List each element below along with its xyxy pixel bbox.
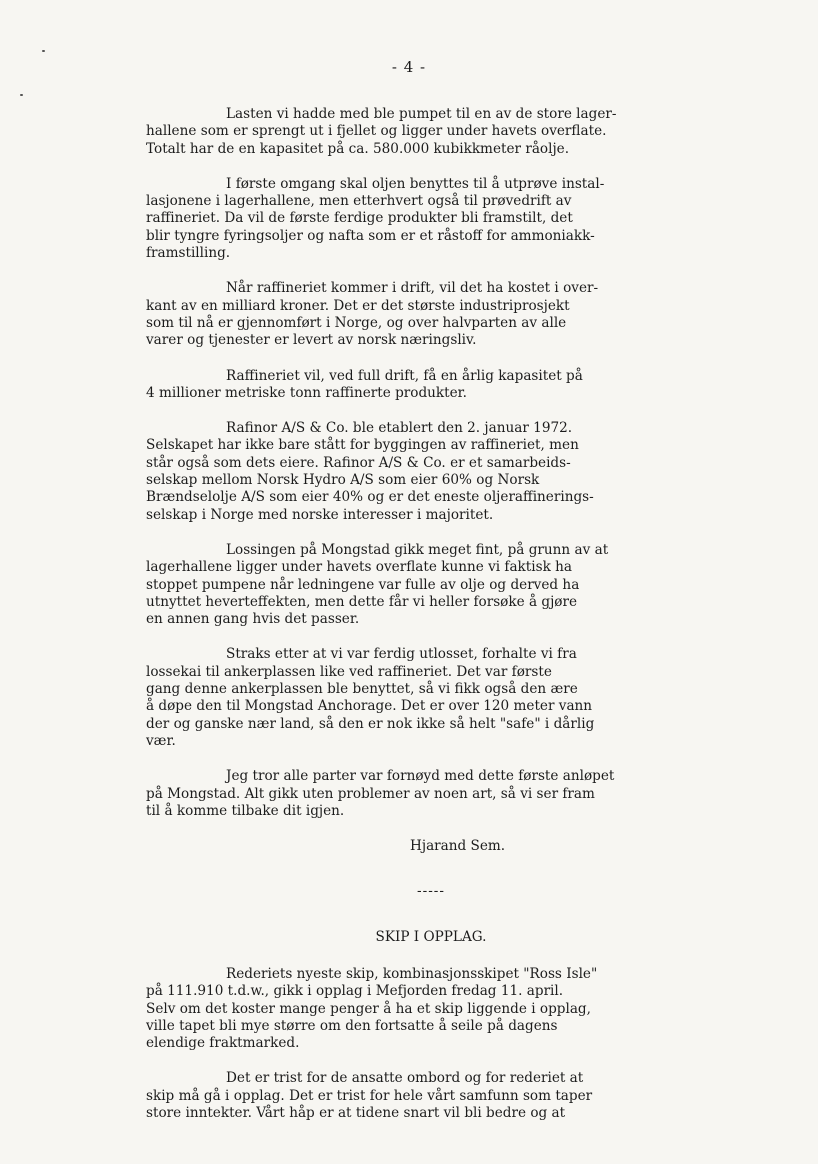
text-line: Brændselolje A/S som eier 40% og er det eneste oljeraffinerings- <box>146 489 594 506</box>
text-line: stoppet pumpene når ledningene var fulle av olje og derved ha <box>146 576 580 593</box>
text-line: på 111.910 t.d.w., gikk i opplag i Mefjorden fredag 11. april. <box>146 983 564 1000</box>
text-line: blir tyngre fyringsoljer og nafta som er et råstoff for ammoniakk- <box>146 227 595 244</box>
text-line: Lasten vi hadde med ble pumpet til en av de store lager- <box>226 106 617 122</box>
text-line: Når raffineriet kommer i drift, vil det ha kostet i over- <box>226 280 599 297</box>
paragraph <box>146 176 716 262</box>
text-line: til å komme tilbake dit igjen. <box>146 802 345 819</box>
text-line: Det er trist for de ansatte ombord og for rederiet at <box>226 1070 584 1087</box>
text-line: gang denne ankerplassen ble benyttet, så vi fikk også den ære <box>146 681 578 698</box>
text-line: Rafinor A/S & Co. ble etablert den 2. januar 1972. <box>226 420 573 437</box>
section-heading: SKIP I OPPLAG. <box>375 928 487 945</box>
text-line: varer og tjenester er levert av norsk næringsliv. <box>146 332 477 349</box>
scan-speck <box>20 94 23 96</box>
text-line: å døpe den til Mongstad Anchorage. Det er over 120 meter vann <box>146 698 593 715</box>
text-line: lagerhallene ligger under havets overflate kunne vi faktisk ha <box>146 559 572 576</box>
paragraph <box>146 106 716 158</box>
text-line: skip må gå i opplag. Det er trist for hele vårt samfunn som taper <box>146 1087 593 1104</box>
text-line: som til nå er gjennomført i Norge, og over halvparten av alle <box>146 314 567 331</box>
text-line: raffineriet. Da vil de første ferdige produkter bli framstilt, det <box>146 210 573 227</box>
text-line: på Mongstad. Alt gikk uten problemer av noen art, så vi ser fram <box>146 785 595 802</box>
text-line: selskap mellom Norsk Hydro A/S som eier 60% og Norsk <box>146 472 540 489</box>
paragraph <box>146 368 716 403</box>
letter-body <box>146 106 716 1140</box>
paragraph <box>146 420 716 524</box>
text-line: Straks etter at vi var ferdig utlosset, forhalte vi fra <box>226 646 577 663</box>
scan-speck <box>42 50 45 52</box>
text-line: Totalt har de en kapasitet på ca. 580.000 kubikkmeter råolje. <box>146 140 570 157</box>
paragraphs <box>146 106 716 820</box>
text-line: Selv om det koster mange penger å ha et skip liggende i opplag, <box>146 1000 591 1017</box>
text-line: Rederiets nyeste skip, kombinasjonsskipet "Ross Isle" <box>226 965 598 982</box>
text-line: hallene som er sprengt ut i fjellet og ligger under havets overflate. <box>146 123 607 140</box>
text-line: I første omgang skal oljen benyttes til å utprøve instal- <box>226 175 605 192</box>
text-line: selskap i Norge med norske interesser i majoritet. <box>146 506 494 523</box>
text-line: ville tapet bli mye større om den fortsatte å seile på dagens <box>146 1017 558 1034</box>
text-line: Selskapet har ikke bare stått for byggingen av raffineriet, men <box>146 437 579 454</box>
text-line: Jeg tror alle parter var fornøyd med dette første anløpet <box>226 768 615 785</box>
text-line: lasjonene i lagerhallene, men etterhvert også til prøvedrift av <box>146 193 572 210</box>
paragraph <box>146 768 716 820</box>
text-line: store inntekter. Vårt håp er at tidene snart vil bli bedre og at <box>146 1105 566 1122</box>
signature: Hjarand Sem. <box>410 838 506 855</box>
text-line: en annen gang hvis det passer. <box>146 611 360 628</box>
paragraph <box>146 966 716 1052</box>
section-divider: ----- <box>417 883 445 900</box>
text-line: der og ganske nær land, så den er nok ikke så helt "safe" i dårlig <box>146 715 595 732</box>
page-number: - 4 - <box>391 58 427 76</box>
text-line: Raffineriet vil, ved full drift, få en årlig kapasitet på <box>226 367 583 384</box>
paragraph <box>146 542 716 628</box>
text-line: elendige fraktmarked. <box>146 1035 300 1052</box>
text-line: 4 millioner metriske tonn raffinerte produkter. <box>146 384 467 401</box>
paragraph <box>146 646 716 750</box>
paragraph <box>146 280 716 349</box>
text-line: lossekai til ankerplassen like ved raffineriet. Det var første <box>146 663 552 680</box>
text-line: Lossingen på Mongstad gikk meget fint, på grunn av at <box>226 541 609 558</box>
text-line: framstilling. <box>146 245 231 262</box>
text-line: kant av en milliard kroner. Det er det største industriprosjekt <box>146 297 570 314</box>
section-paragraphs <box>146 966 716 1122</box>
text-line: utnyttet heverteffekten, men dette får vi heller forsøke å gjøre <box>146 593 578 610</box>
text-line: vær. <box>146 732 176 749</box>
text-line: står også som dets eiere. Rafinor A/S & Co. er et samarbeids- <box>146 454 571 471</box>
paragraph <box>146 1070 716 1122</box>
